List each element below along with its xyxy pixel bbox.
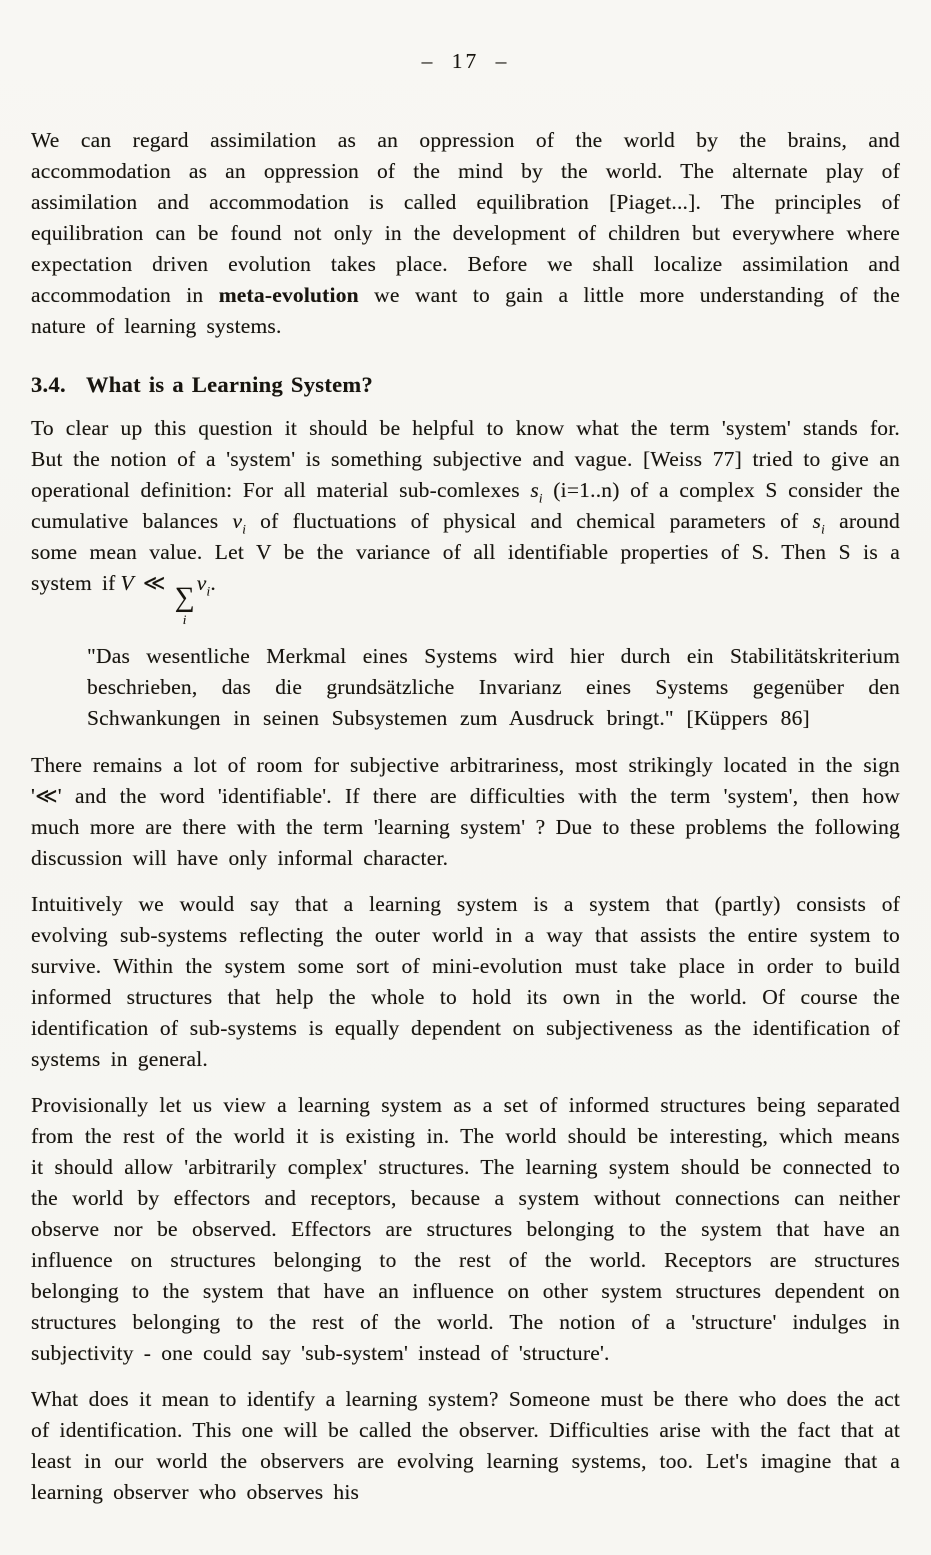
paragraph-text: around some mean value. Let V be the variance of all identifiable properties of S. Then S is a system if — [31, 509, 900, 595]
formula-period: . — [210, 571, 216, 595]
paragraph-text: of fluctuations of physical and chemical parameters of — [246, 509, 813, 533]
quote-citation: [Küppers 86] — [686, 706, 810, 730]
summation-symbol — [175, 584, 195, 626]
quote-text: "Das wesentliche Merkmal eines Systems wird hier durch ein Stabilitätskriterium beschrieben, das die grundsätzliche Invarianz eines Systems gegenüber den Schwankungen in seinen Subsystemen zum Ausdruck bringt." — [87, 644, 900, 730]
paragraph-subjective-arbitrariness: There remains a lot of room for subjective arbitrariness, most strikingly located in the sign '≪' and the word 'identifiable'. If there are difficulties with the term 'system', then how much more are there with the term 'learning system' ? Due to these problems the following discussion will have only informal character. — [31, 753, 900, 870]
summation-index: i — [182, 612, 187, 627]
formula-term-v: v — [196, 571, 207, 595]
variable-s: s — [812, 509, 822, 533]
paragraph-intuitive-definition: Intuitively we would say that a learning system is a system that (partly) consists of evolving sub-systems reflecting the outer world in a way that assists the entire system to survive. Within the system some sort of mini-evolution must take place in order to build informed structures that help the whole to hold its own in the world. Of course the identification of sub-systems is equally dependent on subjectiveness as the identification of systems in general. — [31, 892, 900, 1071]
variable-s: s — [530, 478, 539, 502]
paragraph-text: To clear up this question it should be helpful to know what the term 'system' stands for. But the notion of a 'system' is something subjective and vague. [Weiss 77] tried to give an operational definition: For all material sub-comlexes — [31, 416, 900, 502]
formula-variance-V: V — [120, 571, 134, 595]
variable-v: v — [232, 509, 243, 533]
page-number: – 17 – — [421, 49, 510, 73]
section-title: What is a Learning System? — [85, 372, 374, 397]
subscript-i: i — [206, 583, 211, 599]
paragraph-observer: What does it mean to identify a learning system? Someone must be there who does the act of identification. This one will be called the observer. Difficulties arise with the fact that at least in our world the observers are evolving learning systems, too. Let's imagine that a learning observer who observes his — [31, 1387, 900, 1504]
much-less-than-symbol: ≪ — [142, 571, 166, 595]
subscript-i: i — [538, 490, 543, 506]
paragraph-text: (i=1..n) of a complex S consider the cumulative balances — [31, 478, 900, 533]
paragraph-provisional-view: Provisionally let us view a learning system as a set of informed structures being separated from the rest of the world it is existing in. The world should be interesting, which means it should allow 'arbitrarily complex' structures. The learning system should be connected to the world by effectors and receptors, because a system without connections can neither observe nor be observed. Effectors are structures belonging to the system that have an influence on structures belonging to the rest of the world. Receptors are structures belonging to the system that have an influence on other system structures dependent on structures belonging to the rest of the world. The notion of a 'structure' indulges in subjectivity - one could say 'sub-system' instead of 'structure'. — [31, 1093, 900, 1365]
paragraph-text: we want to gain a little more understanding of the nature of learning systems. — [31, 283, 900, 338]
paragraph-text: We can regard assimilation as an oppression of the world by the brains, and accommodation as an oppression of the mind by the world. The alternate play of assimilation and accommodation is called equilibration [Piaget...]. The principles of equilibration can be found not only in the development of children but everywhere where expectation driven evolution takes place. Before we shall localize assimilation and accommodation in — [31, 128, 900, 307]
bold-term-meta-evolution: meta-evolution — [218, 283, 359, 307]
paragraph-system-definition — [31, 413, 900, 626]
subscript-i: i — [821, 521, 825, 537]
paragraph-assimilation-accommodation — [31, 125, 900, 342]
inline-formula — [121, 568, 216, 626]
german-block-quote — [87, 641, 900, 734]
section-heading — [31, 369, 900, 400]
subscript-i: i — [242, 521, 246, 537]
sigma-glyph: ∑ — [174, 582, 195, 613]
section-number: 3.4. — [31, 372, 66, 397]
